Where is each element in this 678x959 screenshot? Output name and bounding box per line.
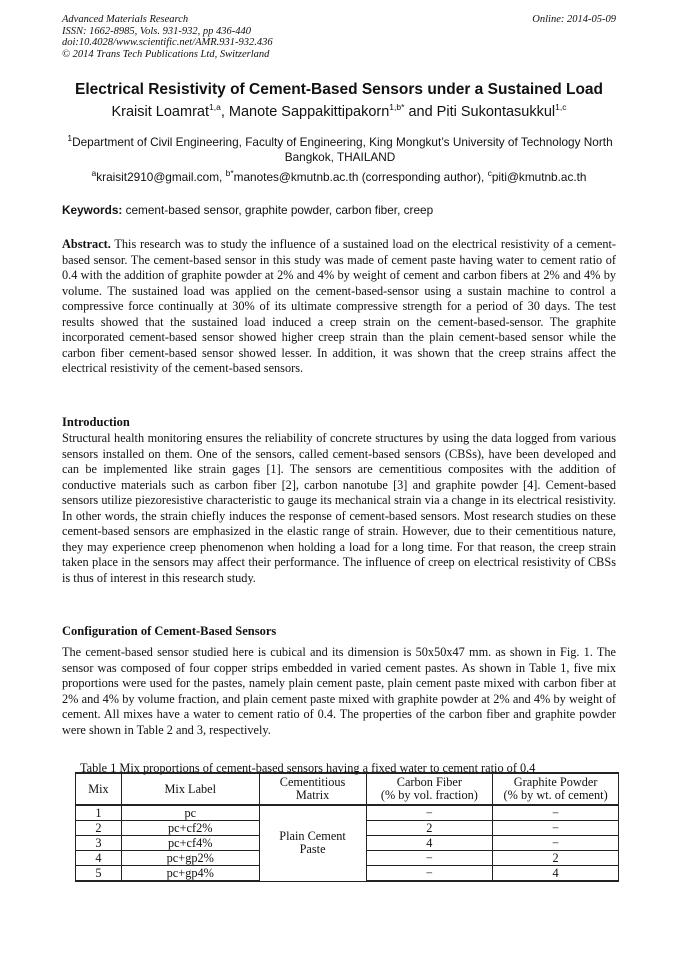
configuration-text: The cement-based sensor studied here is cubical and its dimension is 50x50x47 mm. as shown in Fig. 1. The sensor was composed of four copper strips embedded in varied cement pastes. As shown in Table 1, five mix proportions were used for the pastes, namely plain cement paste, plain cement paste mixed with carbon fiber at 2% and 4% by volume fraction, and plain cement paste mixed with graphite powder at 2% and 4% by weight of cement. All mixes have a water to cement ratio of 0.4. The properties of the carbon fiber and graphite powder were shown in Table 2 and 3, respectively. [62, 645, 616, 737]
author-name: Piti Sukontasukkul [436, 103, 556, 120]
header-cf-line2: (% by vol. fraction) [380, 788, 478, 802]
copyright-line: © 2014 Trans Tech Publications Ltd, Switzerland [62, 48, 270, 60]
cell-mix: 2 [76, 821, 122, 836]
header-matrix-line2: Matrix [295, 788, 330, 802]
author-list [0, 102, 678, 120]
cell-carbon-fiber: − [366, 805, 493, 821]
paper-title: Electrical Resistivity of Cement-Based Sensors under a Sustained Load [74, 81, 604, 98]
cell-mix: 3 [76, 836, 122, 851]
header-carbon-fiber [366, 773, 493, 805]
journal-name: Advanced Materials Research [62, 14, 189, 25]
affiliation [62, 131, 618, 165]
cell-graphite-powder: 2 [493, 851, 619, 866]
header-matrix [259, 773, 366, 805]
journal-header [62, 14, 616, 60]
section-heading-configuration: Configuration of Cement-Based Sensors [62, 624, 277, 638]
abstract-label: Abstract. [62, 237, 111, 251]
table-caption: Table 1 Mix proportions of cement-based sensors having a fixed water to cement ratio of 0.4 [80, 761, 536, 775]
cell-label: pc+cf4% [121, 836, 259, 851]
header-gp-line1: Graphite Powder [513, 775, 598, 789]
mix-proportions-table [75, 772, 619, 882]
cell-mix: 1 [76, 805, 122, 821]
email-mark: b* [225, 168, 234, 178]
cell-carbon-fiber: − [366, 851, 493, 866]
cell-graphite-powder: − [493, 836, 619, 851]
section-heading-introduction: Introduction [62, 415, 130, 429]
cell-label: pc [121, 805, 259, 821]
email-text: manotes@kmutnb.ac.th (corresponding author), [233, 169, 488, 184]
online-date: Online: 2014-05-09 [532, 14, 616, 25]
header-mix-text: Mix [88, 781, 109, 796]
author-name: Kraisit Loamrat [111, 103, 209, 120]
abstract-text: This research was to study the influence of a sustained load on the electrical resistivity of a cement-based sensor. The cement-based sensor in this study was made of cement paste having water to cement ratio of 0.4 with the addition of graphite powder at 2% and 4% by weight of cement and carbon fibers at 2% and 4% by volume. The sustained load was applied on the cement-based-sensor using a sustain machine to control a compressive force continually at 30% of its ultimate compressive strength for a period of 30 days. The test results showed that the sustained load induced a creep strain on the cement-based-sensor. The graphite incorporated cement-based sensor showed higher creep strain than the plain cement-based sensor while the carbon fiber cement-based sensor showed lesser. In addition, it was shown that the creep strains affect the electrical resistivity of the cement-based sensors. [62, 237, 616, 375]
email-text: kraisit2910@gmail.com, [96, 169, 226, 184]
header-mix [76, 773, 122, 805]
cell-graphite-powder: 4 [493, 866, 619, 882]
cell-graphite-powder: − [493, 805, 619, 821]
abstract [62, 237, 616, 377]
cell-carbon-fiber: 2 [366, 821, 493, 836]
author-name: Manote Sappakittipakorn [228, 103, 390, 120]
keywords-text: cement-based sensor, graphite powder, carbon fiber, creep [122, 203, 434, 217]
doi-line: doi:10.4028/www.scientific.net/AMR.931-932.436 [62, 37, 273, 48]
author-separator: , [220, 103, 229, 120]
cell-label: pc+gp4% [121, 866, 259, 882]
cell-matrix [259, 805, 366, 881]
introduction-text: Structural health monitoring ensures the reliability of concrete structures by using the data logged from various sensors installed on them. One of the sensors, called cement-based sensors (CBSs), have been developed and can be implemented like strain gages [1]. The sensors are cementitious composites with the addition of conductive materials such as carbon fiber [2], carbon nanotube [3] and graphite powder [4]. Cement-based sensors utilize piezoresistive characteristic to gauge its mechanical strain via a change in its electrical resistivity. In other words, the strain chiefly induces the response of cement-based sensors. Most research studies on these cement-based sensors are emphasized in the elastic range of strain. However, due to their cementitious nature, they may experience creep phenomenon when holding a load for a long time. For that reason, the creep strain taken place in the sensors may affect their performance. The influence of creep on electrical resistivity of CBSs is thus of interest in this research study. [62, 431, 616, 585]
author-affil-mark: 1,a [209, 102, 221, 112]
table-row [76, 805, 619, 821]
cell-mix: 5 [76, 866, 122, 882]
header-matrix-line1: Cementitious [279, 775, 346, 789]
email-mark: c [487, 168, 492, 178]
cell-carbon-fiber: 4 [366, 836, 493, 851]
issn-line: ISSN: 1662-8985, Vols. 931-932, pp 436-440 [62, 25, 251, 37]
header-mix-label-text: Mix Label [164, 781, 217, 796]
header-graphite-powder [493, 773, 619, 805]
author-emails [0, 168, 678, 184]
cell-graphite-powder: − [493, 821, 619, 836]
header-cf-line1: Carbon Fiber [396, 775, 462, 789]
email-mark: a [91, 168, 97, 178]
header-mix-label [121, 773, 259, 805]
affiliation-text: Department of Civil Engineering, Faculty of Engineering, King Mongkut’s University of Technology North Bangkok, THAILAND [72, 134, 613, 164]
cell-carbon-fiber: − [366, 866, 493, 882]
keywords [62, 203, 618, 217]
affiliation-mark: 1 [67, 133, 73, 143]
cell-matrix-line1: Plain Cement [279, 829, 346, 844]
cell-label: pc+cf2% [121, 821, 259, 836]
cell-label: pc+gp2% [121, 851, 259, 866]
keywords-label: Keywords: [62, 203, 123, 217]
cell-matrix-line2: Paste [299, 842, 326, 857]
table-header-row [76, 773, 619, 805]
cell-mix: 4 [76, 851, 122, 866]
author-affil-mark: 1,b* [389, 102, 405, 112]
email-text: piti@kmutnb.ac.th [491, 169, 587, 184]
author-separator: and [404, 103, 437, 120]
author-affil-mark: 1,c [555, 102, 567, 112]
header-gp-line2: (% by wt. of cement) [503, 788, 608, 802]
